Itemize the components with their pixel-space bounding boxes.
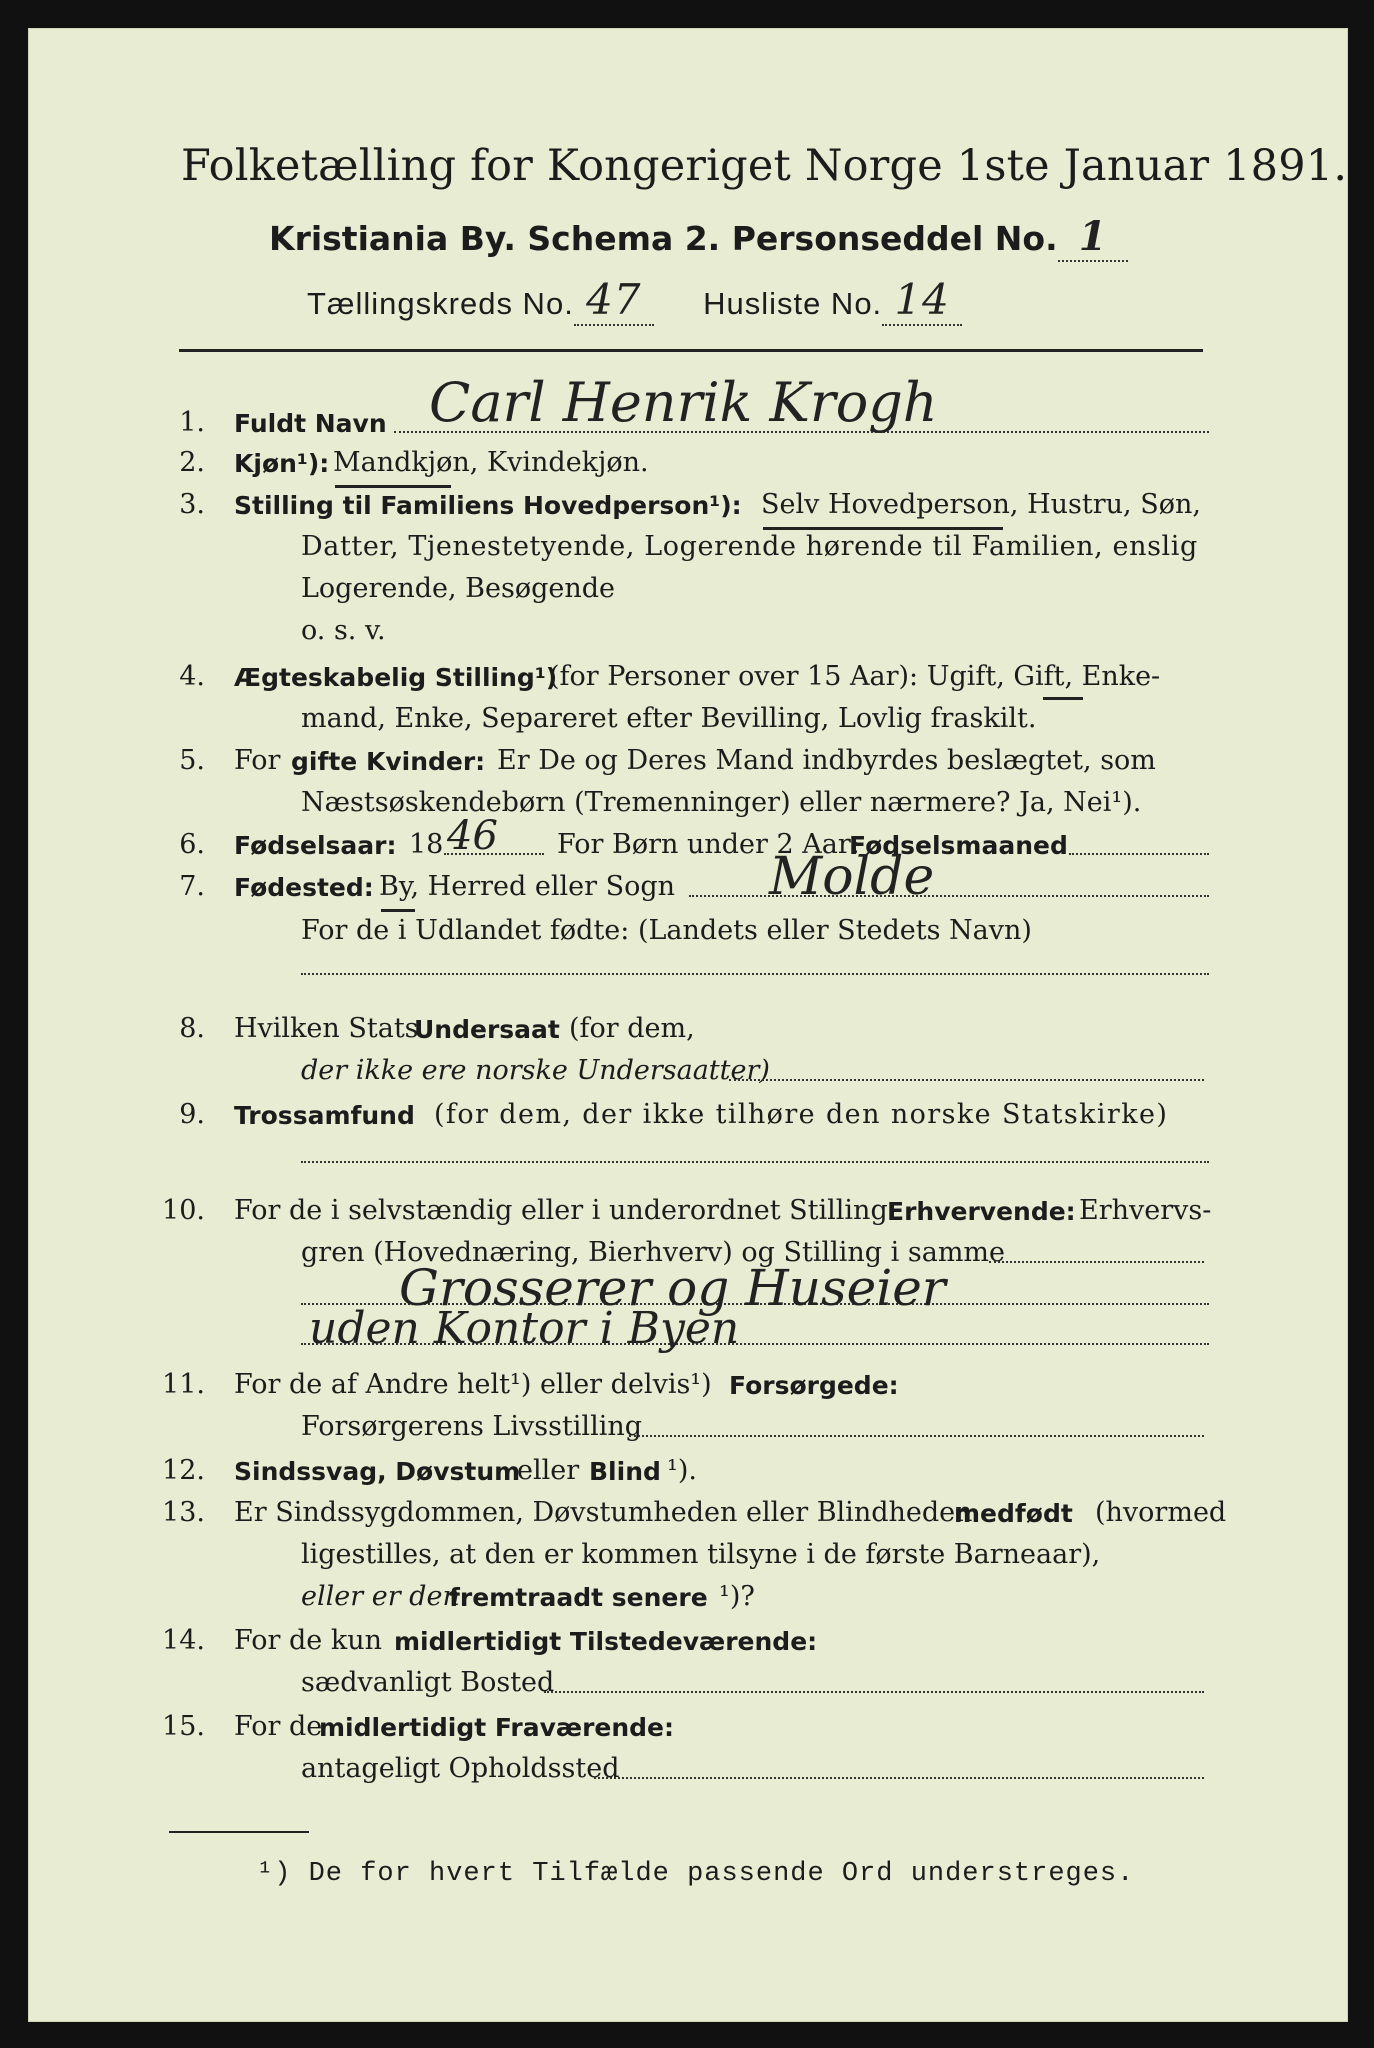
q14-dots	[544, 1691, 1204, 1693]
q8-text-1b: (for dem,	[569, 1013, 695, 1044]
header-rule	[179, 349, 1203, 352]
q7-selection-underline	[381, 909, 415, 912]
kreds-label: Tællingskreds No.	[307, 286, 574, 321]
kreds-number: 47	[574, 275, 654, 326]
q5-text-2: Næstsøskendebørn (Tremenninger) eller nærmere? Ja, Nei¹).	[301, 787, 1142, 818]
q13-label-2: fremtraadt senere	[449, 1583, 708, 1612]
q3-text-1: Selv Hovedperson, Hustru, Søn,	[761, 489, 1201, 520]
q9-number: 9.	[179, 1099, 205, 1130]
q2-options: Mandkjøn, Kvindekjøn.	[333, 447, 649, 478]
q7-number: 7.	[179, 871, 205, 902]
q4-text-2: mand, Enke, Separeret efter Bevilling, Lovlig fraskilt.	[301, 703, 1037, 734]
q14-text-2: sædvanligt Bosted	[301, 1667, 555, 1698]
q6-dots	[1069, 853, 1209, 855]
q6-year-answer: 46	[447, 813, 498, 859]
q13-text-2: ligestilles, at den er kommen tilsyne i de første Barneaar),	[301, 1539, 1101, 1570]
q1-label: Fuldt Navn	[234, 409, 387, 438]
q3-selection-underline	[763, 527, 1003, 530]
q8-label: Undersaat	[414, 1015, 560, 1044]
q2-number: 2.	[179, 447, 205, 478]
form-title: Folketælling for Kongeriget Norge 1ste Januar 1891.	[181, 141, 1348, 191]
q9-label: Trossamfund	[234, 1101, 415, 1130]
personseddel-number: 1	[1058, 213, 1128, 262]
q7-text: By, Herred eller Sogn	[379, 871, 675, 902]
q8-dots	[729, 1079, 1204, 1081]
q6-century: 18	[409, 829, 444, 860]
q7-label: Fødested:	[234, 873, 374, 902]
q3-text-2: Datter, Tjenestetyende, Logerende hørende til Familien, enslig	[301, 531, 1198, 562]
q10-text-1b: Erhvervs-	[1079, 1195, 1212, 1226]
q11-dots	[629, 1435, 1204, 1437]
q13-label: medfødt	[954, 1499, 1073, 1528]
q15-number: 15.	[162, 1711, 205, 1742]
q2-selection-underline	[335, 485, 451, 488]
q3-text-4: o. s. v.	[301, 615, 386, 646]
q1-answer: Carl Henrik Krogh	[429, 371, 938, 434]
q15-text-1: For de	[234, 1711, 323, 1742]
q7-dots-2	[301, 973, 1209, 975]
q13-text-3b: ¹)?	[719, 1581, 755, 1612]
q4-text-1: (for Personer over 15 Aar): Ugift, Gift, Enke-	[549, 661, 1161, 692]
q12-label-2: Blind	[589, 1457, 661, 1486]
q15-dots	[594, 1777, 1204, 1779]
q14-label: midlertidigt Tilstedeværende:	[394, 1627, 818, 1656]
q2-label: Kjøn¹):	[234, 449, 330, 478]
form-subtitle	[269, 213, 1128, 262]
q11-text-2: Forsørgerens Livsstilling	[301, 1411, 643, 1442]
q9-text: (for dem, der ikke tilhøre den norske Statskirke)	[434, 1099, 1169, 1130]
q10-text-2: gren (Hovednæring, Bierhverv) og Stilling i samme	[301, 1237, 1006, 1268]
q15-label: midlertidigt Fraværende:	[319, 1713, 675, 1742]
footnote-rule	[169, 1831, 309, 1833]
q12-label: Sindssvag, Døvstum	[234, 1457, 521, 1486]
q5-label: gifte Kvinder:	[291, 747, 486, 776]
q12-number: 12.	[162, 1455, 205, 1486]
q11-number: 11.	[162, 1369, 205, 1400]
q8-text-1a: Hvilken Stats	[234, 1013, 419, 1044]
q9-dots	[301, 1161, 1209, 1163]
q7-text-2: For de i Udlandet fødte: (Landets eller Stedets Navn)	[301, 915, 1032, 946]
q10-answer-2: uden Kontor i Byen	[309, 1303, 740, 1354]
q10-dots-1	[989, 1261, 1204, 1263]
q15-text-2: antageligt Opholdssted	[301, 1753, 620, 1784]
husliste-number: 14	[882, 275, 962, 326]
q10-text-1a: For de i selvstændig eller i underordnet Stilling	[234, 1195, 888, 1226]
q6-text-2: For Børn under 2 Aar:	[557, 829, 860, 860]
q6-number: 6.	[179, 829, 205, 860]
q1-number: 1.	[179, 407, 205, 438]
q3-text-3: Logerende, Besøgende	[301, 573, 615, 604]
footnote: ¹) De for hvert Tilfælde passende Ord understreges.	[257, 1859, 1135, 1889]
q13-number: 13.	[162, 1497, 205, 1528]
q13-text-1: Er Sindssygdommen, Døvstumheden eller Blindheden	[234, 1497, 973, 1528]
q4-selection-underline	[1043, 697, 1083, 700]
q5-text-1: Er De og Deres Mand indbyrdes beslægtet, som	[497, 745, 1156, 776]
q14-number: 14.	[162, 1625, 205, 1656]
q5-number: 5.	[179, 745, 205, 776]
q12-text-2: ¹).	[667, 1455, 697, 1486]
q6-label-2: Fødselsmaaned	[849, 831, 1068, 860]
q7-answer: Molde	[769, 847, 935, 907]
q11-label: Forsørgede:	[729, 1371, 899, 1400]
q13-text-3a: eller er den	[301, 1581, 460, 1612]
husliste-label: Husliste No.	[703, 286, 883, 321]
q11-text-1: For de af Andre helt¹) eller delvis¹)	[234, 1369, 712, 1400]
q3-number: 3.	[179, 489, 205, 520]
q3-label: Stilling til Familiens Hovedperson¹):	[234, 491, 742, 520]
q4-number: 4.	[179, 661, 205, 692]
q5-prefix: For	[234, 745, 281, 776]
q8-number: 8.	[179, 1013, 205, 1044]
census-form	[28, 28, 1348, 2022]
q6-year-dots	[444, 853, 544, 855]
q4-label: Ægteskabelig Stilling¹)	[234, 663, 558, 692]
q14-text-1: For de kun	[234, 1625, 382, 1656]
q10-number: 10.	[162, 1195, 205, 1226]
kreds-line	[307, 275, 962, 326]
q10-answer-1: Grosserer og Huseier	[399, 1259, 946, 1317]
q8-text-2: der ikke ere norske Undersaatter)	[301, 1055, 770, 1086]
q12-text: eller	[517, 1455, 580, 1486]
q10-label: Erhvervende:	[887, 1197, 1076, 1226]
q7-dots	[689, 895, 1209, 897]
subtitle-text: Kristiania By. Schema 2. Personseddel No.	[269, 219, 1058, 258]
q13-text-1b: (hvormed	[1095, 1497, 1227, 1528]
q6-label: Fødselsaar:	[234, 831, 397, 860]
